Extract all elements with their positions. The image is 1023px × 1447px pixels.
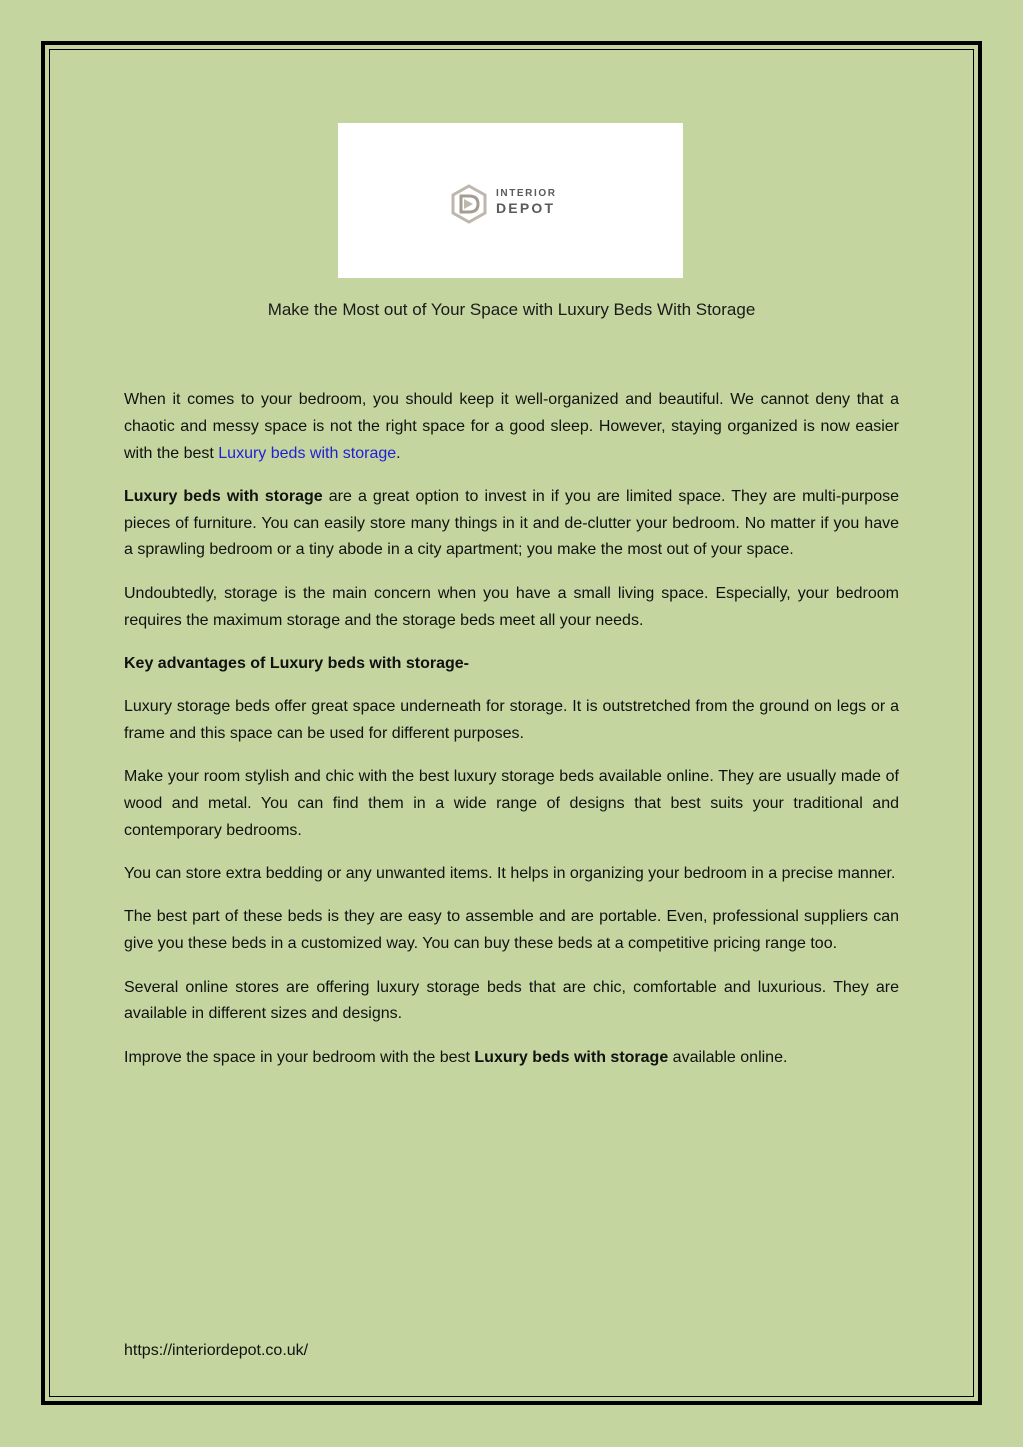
paragraph-underneath-space: Luxury storage beds offer great space underneath for storage. It is outstretched from the ground on legs or a frame and this space can be used for different purposes. xyxy=(124,698,899,742)
paragraph-closing-bold: Luxury beds with storage xyxy=(474,1048,669,1066)
luxury-beds-link[interactable]: Luxury beds with storage xyxy=(218,444,397,462)
paragraph-closing xyxy=(124,1045,899,1072)
paragraph-multipurpose-text: are a great option to invest in if you are limited space. They are multi-purpose pieces of furniture. You can easily store many things in it and de-clutter your bedroom. No matter if you have a sprawling bedroom or a tiny abode in a city apartment; you make the most out of your space. xyxy=(124,487,900,559)
paragraph-closing-end: available online. xyxy=(668,1048,788,1066)
paragraph-online-stores: Several online stores are offering luxury storage beds that are chic, comfortable and luxurious. They are available in different sizes and designs. xyxy=(124,978,899,1023)
paragraph-intro-text: When it comes to your bedroom, you should keep it well-organized and beautiful. We cannot deny that a chaotic and messy space is not the right space for a good sleep. However, staying organized is now easier with the best xyxy=(124,391,899,462)
logo-line-interior: INTERIOR xyxy=(496,188,557,199)
paragraph-intro-end: . xyxy=(396,444,401,462)
interior-depot-logo-icon xyxy=(449,184,489,224)
footer-url[interactable]: https://interiordepot.co.uk/ xyxy=(124,1342,309,1359)
paragraph-easy-assemble: The best part of these beds is they are easy to assemble and are portable. Even, professional suppliers can give you these beds in a customized way. You can buy these beds at a competitive pricing range too. xyxy=(124,908,899,953)
paragraph-stylish: Make your room stylish and chic with the best luxury storage beds available online. They are usually made of wood and metal. You can find them in a wide range of designs that best suits your traditional and contemporary bedrooms. xyxy=(124,768,899,839)
paragraph-closing-text: Improve the space in your bedroom with the best xyxy=(124,1048,475,1066)
logo-line-depot: DEPOT xyxy=(496,200,556,216)
document-title: Make the Most out of Your Space with Luxury Beds With Storage xyxy=(267,300,756,319)
logo-banner xyxy=(338,123,683,278)
article-body xyxy=(124,387,899,1088)
section-heading-advantages: Key advantages of Luxury beds with storage- xyxy=(124,654,469,672)
logo-wordmark xyxy=(496,189,557,215)
paragraph-storage-concern: Undoubtedly, storage is the main concern when you have a small living space. Especially, your bedroom requires the maximum storage and the storage beds meet all your needs. xyxy=(124,584,899,629)
paragraph-multipurpose xyxy=(124,484,899,564)
paragraph-multipurpose-bold: Luxury beds with storage xyxy=(124,487,323,505)
paragraph-intro xyxy=(124,387,899,467)
paragraph-extra-bedding: You can store extra bedding or any unwanted items. It helps in organizing your bedroom in a precise manner. xyxy=(124,865,896,883)
